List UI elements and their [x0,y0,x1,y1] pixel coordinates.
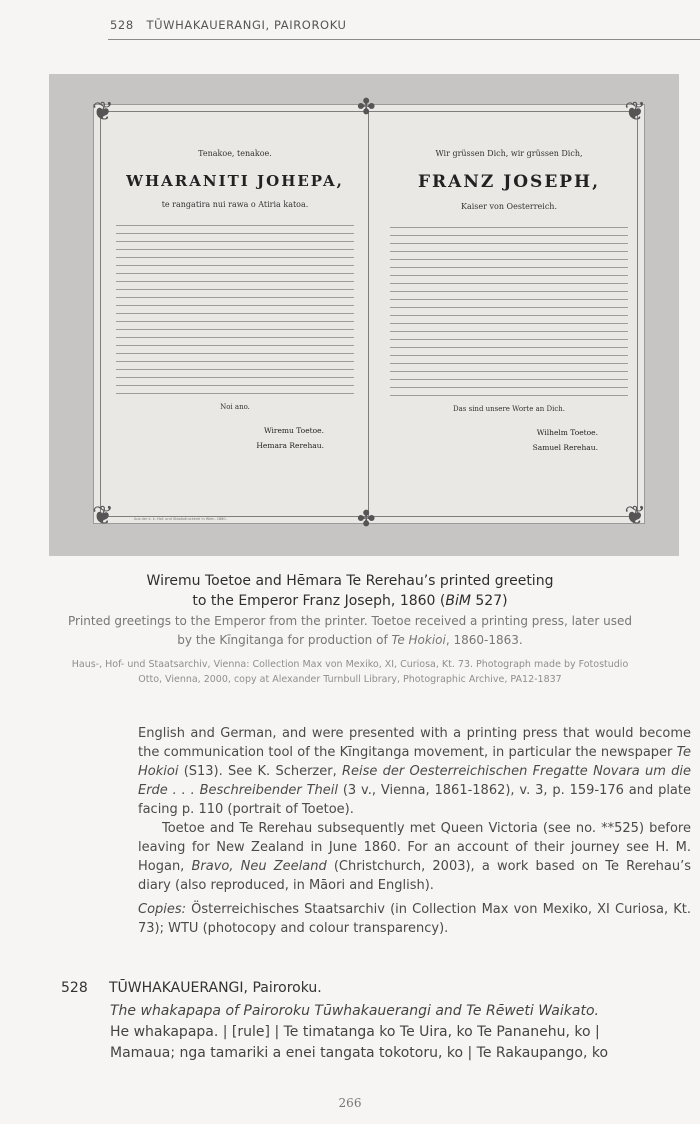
corner-ornament-icon: ❦ [92,501,114,531]
text-run: (3 v., Vienna, 1861-1862), v. 3, p. 159-176 and plate facing p. 110 (portrait of Toetoe). [138,783,691,817]
german-body-text-block [390,227,628,397]
running-head-page-number: 528 [110,18,134,32]
text-run: Toetoe and Te Rerehau subsequently met Queen Victoria (see no. **525) before leaving for New Zealand in June 1860. For an account of their journey see H. M. Hogan, [138,821,691,874]
center-divider [368,111,369,517]
italic-run: Bravo, Neu Zeeland [191,859,327,874]
entry-transcription-line: Mamaua; nga tamariki a enei tangata tokotoru, ko | Te Rakaupango, ko [110,1045,609,1061]
entry-notes [138,724,691,938]
greeting-plate-photo [49,74,679,556]
copies-label: Copies: [138,902,187,917]
figure-credit: Haus-, Hof- und Staatsarchiv, Vienna: Collection Max von Mexiko, XI, Curiosa, Kt. 73. Photograph made by Fotostudio Otto, Vienna, 2000, copy at Alexander Turnbull Library, Photographic Archive, PA12-1837 [71,659,629,685]
corner-ornament-icon: ❦ [624,97,646,127]
greeting-sheet [92,95,646,532]
entry-number: 528 [61,980,88,996]
header-rule [108,39,700,40]
italic-run: Reise der Oesterreichischen Fregatte Novara um die Erde . . . Beschreibender Theil [138,764,691,798]
figure-caption-description [60,612,640,650]
caption-title-line2-suffix: 527) [470,593,508,609]
signatory: Wiremu Toetoe. [263,426,324,435]
running-head-title: TŪWHAKAUERANGI, PAIROROKU [146,18,347,32]
caption-description-suffix: , 1860-1863. [445,633,523,647]
center-ornament-icon: ✤ [357,507,376,532]
figure-caption-title [60,571,640,611]
maori-signatures [116,423,354,453]
text-run: English and German, and were presented with a printing press that would become the communication tool of the Kīngitanga movement, in particular the newspaper [138,726,691,760]
maori-closing: Noi ano. [220,403,250,411]
maori-greeting-column [116,149,354,453]
caption-description-text: Printed greetings to the Emperor from the printer. Toetoe received a printing press, later used by the Kīngitanga for production of [68,614,632,647]
maori-heading: WHARANITI JOHEPA, [126,172,344,190]
signatory: Hemara Rerehau. [256,441,324,450]
german-salutation: Wir grüssen Dich, wir grüssen Dich, [435,149,583,158]
text-run: (S13). See K. Scherzer, [178,764,342,779]
entry-title [110,1001,663,1022]
entry-transcription-line: He whakapapa. | [rule] | Te timatanga ko Te Uira, ko Te Pananehu, ko | [110,1024,600,1040]
printer-imprint: Aus der k. k. Hof- und Staatsdruckerei in Wien. 1860. [134,517,227,521]
caption-title-italic: BiM [445,593,471,609]
caption-title-line2-text: to the Emperor Franz Joseph, 1860 ( [192,593,446,609]
german-heading: FRANZ JOSEPH, [417,172,601,192]
copies-note [138,900,691,938]
german-greeting-column [390,149,628,455]
text-run: (Christchurch, 2003), a work based on Te Rerehau’s diary (also reproduced, in Māori and English). [138,859,691,893]
signatory: Wilhelm Toetoe. [536,428,598,437]
caption-title-line2 [60,591,640,611]
catalogue-entry-body [110,1001,663,1064]
caption-description-italic: Te Hokioi [391,633,446,647]
german-closing: Das sind unsere Worte an Dich. [453,405,565,413]
entry-title-italic: The whakapapa of Pairoroku Tūwhakauerangi and Te Rēweti Waikato. [110,1003,599,1019]
maori-body-text-block [116,225,354,395]
maori-salutation: Tenakoe, tenakoe. [198,149,272,158]
page-folio: 266 [338,1096,362,1110]
signatory: Samuel Rerehau. [532,443,598,452]
corner-ornament-icon: ❦ [624,501,646,531]
corner-ornament-icon: ❦ [92,97,114,127]
entry-author: TŪWHAKAUERANGI, Pairoroku. [109,980,322,996]
caption-title-line1: Wiremu Toetoe and Hēmara Te Rerehau’s printed greeting [146,573,554,589]
maori-subheading: te rangatira nui rawa o Atiria katoa. [161,200,309,209]
running-head [110,18,347,32]
center-ornament-icon: ✤ [357,95,376,120]
copies-text: Österreichisches Staatsarchiv (in Collection Max von Mexiko, XI Curiosa, Kt. 73); WTU (photocopy and colour transparency). [138,902,691,936]
italic-run: Te Hokioi [138,745,691,779]
german-signatures [390,425,628,455]
notes-paragraph [138,724,691,819]
german-subheading: Kaiser von Oesterreich. [460,202,557,211]
notes-paragraph [138,819,691,895]
